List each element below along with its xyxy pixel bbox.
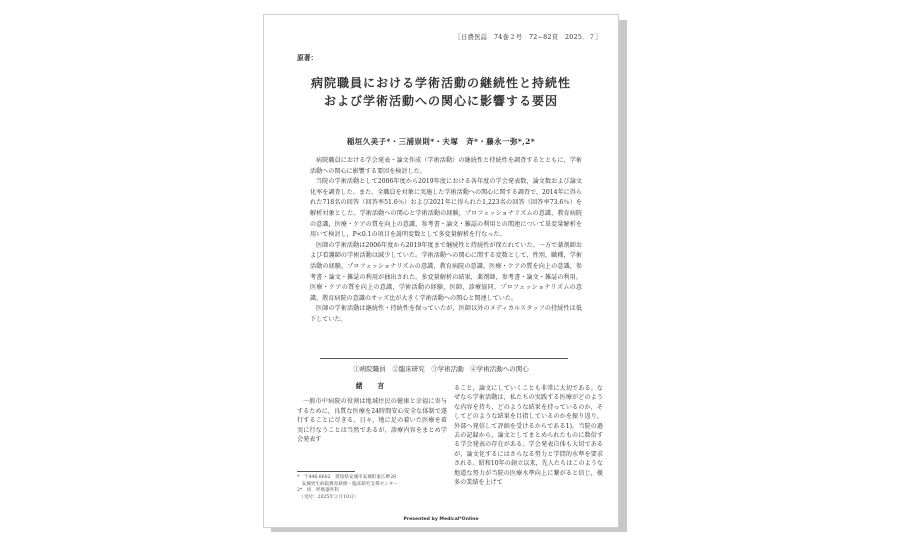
abstract-paragraph: 医師の学術活動は継続性・持続性を保っていたが，医師以外のメディカルスタッフの持続性は低下していた。 [310,305,582,323]
footnote-line: （受付：2025年２月10日） [297,494,359,500]
abstract-paragraph: 医師の学術活動は2006年度から2019年度まで継続性と持続性が保たれていた。一方で薬剤師および看護師の学術活動は減少していた。学術活動への関心に関する変数として，性別，職種，学術活動の経験，プロフェッショナリズムの意識，教育病院の意識，医療・ケアの質を向上の意識，参考書・論文・雑誌の利用が抽出された。多変量解析の結果，薬剤師，参考書・論文・雑誌の利用，医療・ケアの質を向上の意識，学術活動の経験，医師，診療協同，プロフェッショナリズムの意識，教育病院の意識のオッズ比が大きく学術活動への関心と関連していた。 [310,241,582,302]
keywords: ①病院職員 ②臨床研究 ③学術活動 ④学術活動への関心 [353,365,529,373]
body-paragraph: 一般市中病院の役割は地域住民の健康と幸福に寄与するために，良質な医療を24時間安心安全な体制で遂行することに尽きる。日々，地に足の着いた医療を着実に行なうことは当然であるが，診療内容をまとめ学会発表す [297,398,447,444]
footnote-line: 2* 同 呼吸器外科 [297,488,339,494]
journal-reference: ［日農医誌 74巻２号 72−82頁 2025．７］ [454,34,602,41]
abstract-paragraph: 当院の学術活動として2006年度から2019年度における各年度の学会発表数，論文数および論文化率を調査した。また，全職員を対象に実施した学術活動への関心に関する調査で，2014年に得られた718名の回答（回答率51.6％）および2021年に得られた1,223名の回答（回答率73.6％）を解析対象とした。学術活動への関心と学術活動の経験，プロフェッショナリズムの意識，教育病院の意識，医療・ケアの質を向上の意識，参考書・論文・雑誌の利用との関連について単変量解析を用いて検討し，P<0.1の項目を説明変数として多変量解析を行なった。 [310,178,582,239]
document-page [263,14,619,528]
footnote-divider [297,471,355,472]
footnotes [297,475,447,501]
section-heading: 緒 言 [355,382,389,390]
footnote-line: * 〒446-8602 愛知県安城市安城町東広畔28 [297,475,397,480]
body-column-left [297,382,447,444]
footer-credit: Presented by Medical*Online [403,517,479,522]
abstract-paragraph: 病院職員における学会発表・論文作成（学術活動）の継続性と持続性を調査するとともに、学術活動への関心に影響する要因を検討した。 [310,157,582,175]
abstract [310,156,582,326]
body-paragraph: ること，論文にしていくことも非常に大切である。なぜなら学術活動は，私たちの実践する医療がどのような内容を持ち，どのような結果を持っているのか，そしてどのような結果を目指しているのかを振り返り，外部へ発信して評価を受けるからである1)。当院の過去の記録から，論文としてまとめられたものに数倍する学会発表の存在がある。学会発表自体も大切であるが，論文化するにはさらなる努力と学問的水準を要求される。昭和10年の創立以来，先人たちはこのような地道な努力が当院の医療水準向上に繋がると信じ，優多の業績を上げて [454,385,603,487]
abstract-divider [320,358,568,359]
authors: 稲垣久美子*・三浦崇則*・夫塚 斉*・藤永一弥*,2* [346,137,536,146]
article-type-label: 原著： [297,54,318,62]
title-line-1: 病院職員における学術活動の継続性と持続性 [310,76,571,90]
footnote-line: 安城更生病院教育研修・臨床研究支援センター [297,481,398,487]
title-line-2: および学術活動への関心に影響する要因 [323,94,558,108]
body-column-right [454,384,603,487]
